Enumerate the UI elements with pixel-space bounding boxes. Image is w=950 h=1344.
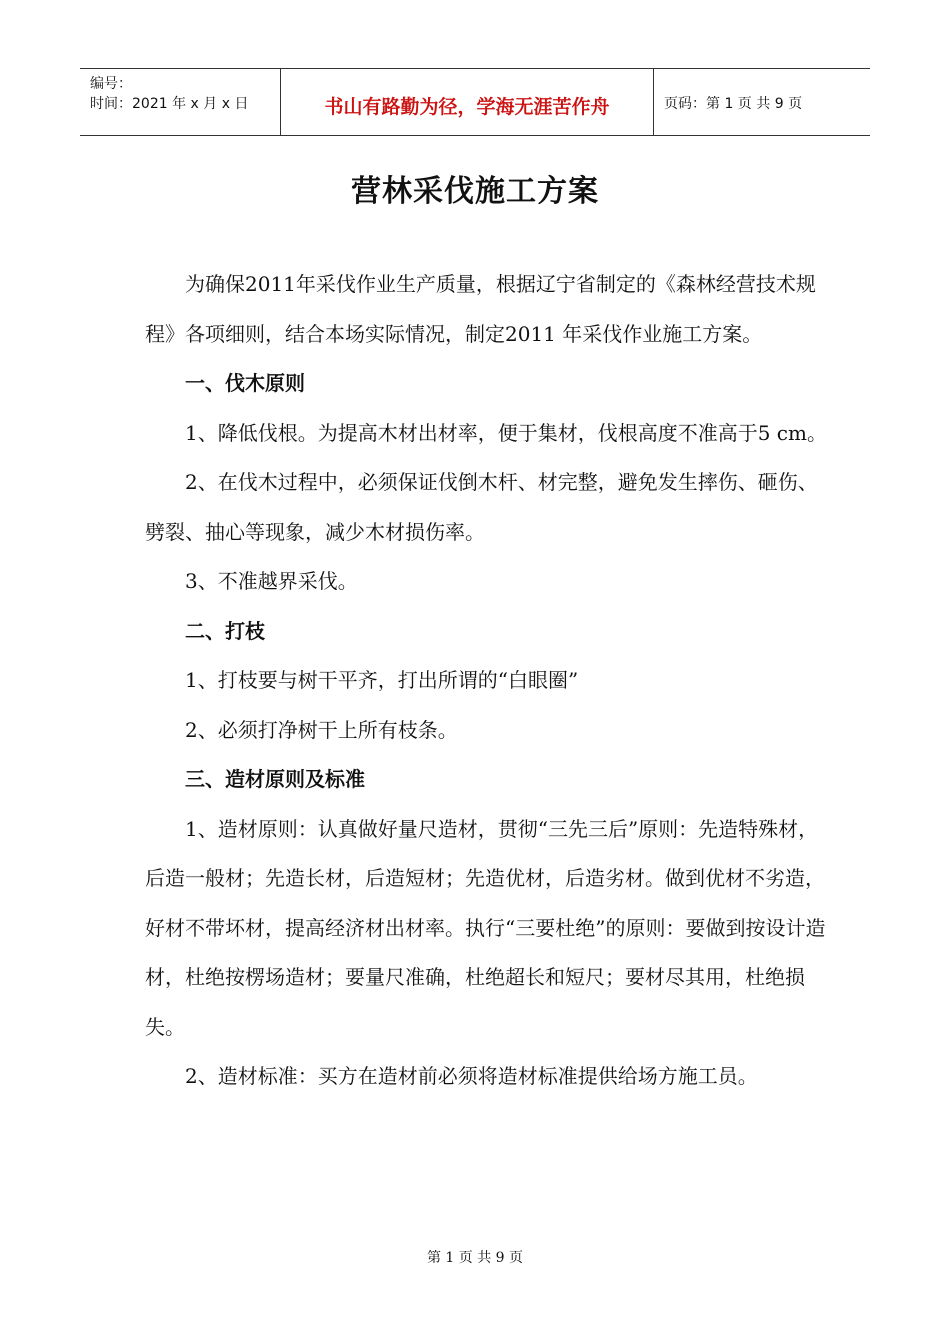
intro-paragraph: 为确保2011年采伐作业生产质量，根据辽宁省制定的《森林经营技术规程》各项细则，结合本场实际情况，制定2011 年采伐作业施工方案。 — [145, 272, 816, 346]
header-meta-cell — [80, 69, 281, 135]
document-number-label: 编号： — [90, 76, 132, 92]
section-heading: 三、造材原则及标准 — [185, 767, 365, 791]
section-item: 3、不准越界采伐。 — [185, 569, 358, 593]
header-page-info: 页码：第 1 页 共 9 页 — [664, 96, 803, 112]
document-time-label: 时间：2021 年 x 月 x 日 — [90, 96, 249, 112]
document-body — [145, 260, 835, 1102]
section-item: 1、造材原则：认真做好量尺造材，贯彻“三先三后”原则：先造特殊材，后造一般材；先造长材，后造短材；先造优材，后造劣材。做到优材不劣造，好材不带坏材，提高经济材出材率。执行“三要杜绝”的原则：要做到按设计造材，杜绝按楞场造材；要量尺准确，杜绝超长和短尺；要材尽其用，杜绝损失。 — [145, 816, 826, 1039]
section-item: 1、降低伐根。为提高木材出材率，便于集材，伐根高度不准高于5 cm。 — [185, 420, 827, 445]
section-heading: 一、伐木原则 — [185, 371, 305, 395]
section-heading: 二、打枝 — [185, 618, 265, 643]
header-motto: 书山有路勤为径，学海无涯苦作舟 — [281, 69, 654, 135]
document-header — [80, 68, 870, 136]
page-footer: 第 1 页 共 9 页 — [426, 1250, 524, 1266]
section-item: 1、打枝要与树干平齐，打出所谓的“白眼圈” — [185, 668, 579, 692]
document-title: 营林采伐施工方案 — [351, 174, 599, 209]
section-item: 2、在伐木过程中，必须保证伐倒木杆、材完整，避免发生摔伤、砸伤、劈裂、抽心等现象，减少木材损伤率。 — [145, 470, 818, 544]
section-item: 2、必须打净树干上所有枝条。 — [185, 717, 458, 742]
section-item: 2、造材标准：买方在造材前必须将造材标准提供给场方施工员。 — [185, 1064, 758, 1088]
